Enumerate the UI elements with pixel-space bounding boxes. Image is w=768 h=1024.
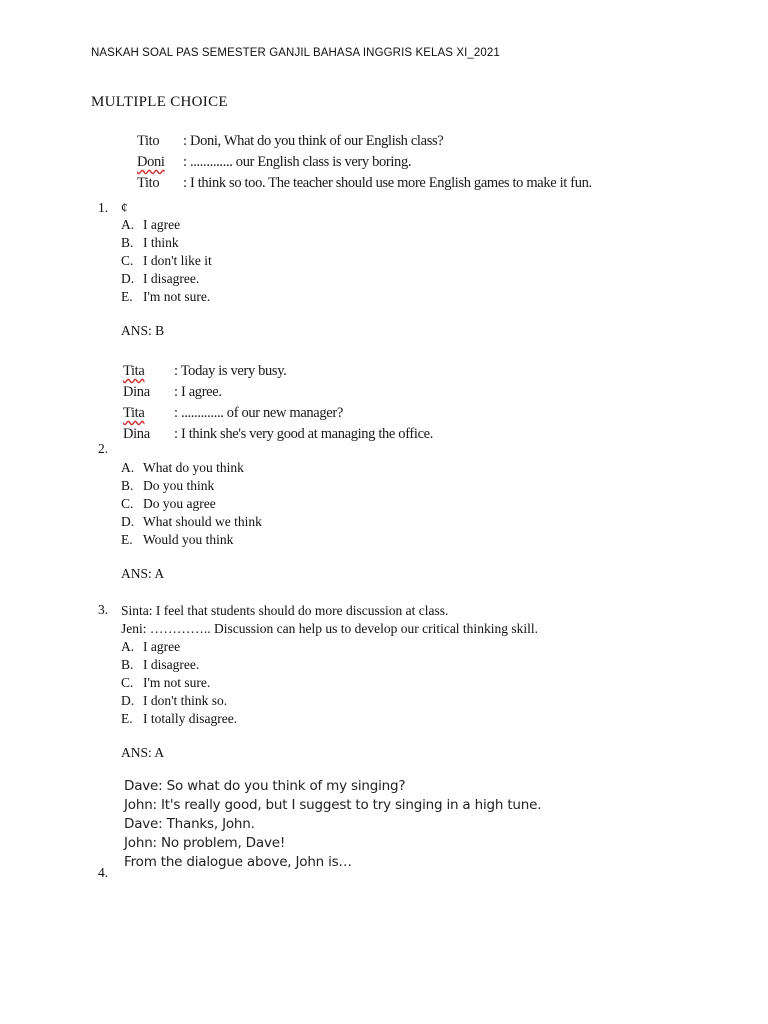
q3-answer: ANS: A [121, 745, 165, 760]
q2-dialogue-line [123, 382, 433, 403]
q1-number: 1. [98, 200, 109, 215]
option-text: I don't like it [143, 253, 212, 268]
dialogue-text: : Doni, What do you think of our English class? [183, 133, 444, 149]
option-letter: E. [121, 711, 133, 726]
option-text: I'm not sure. [143, 675, 211, 690]
option-text: What do you think [143, 460, 244, 475]
option-text: I'm not sure. [143, 289, 211, 304]
q2-dialogue-line [123, 403, 433, 424]
q4-dialogue-line: Dave: So what do you think of my singing? [124, 778, 406, 794]
option-letter: B. [121, 235, 134, 250]
q3-line-2: Jeni: ………….. Discussion can help us to develop our critical thinking skill. [121, 621, 538, 636]
q4-number: 4. [98, 865, 109, 880]
option-letter: A. [121, 639, 135, 654]
option-text: Do you think [143, 478, 215, 493]
q1-options [121, 216, 212, 306]
option-c [121, 495, 262, 513]
dialogue-text: : ............. our English class is very boring. [183, 154, 412, 170]
option-letter: D. [121, 514, 135, 529]
option-text: I disagree. [143, 271, 200, 286]
q4-dialogue-line: John: No problem, Dave! [124, 835, 286, 851]
q4-dialogue [124, 777, 541, 872]
option-c [121, 674, 237, 692]
option-letter: D. [121, 693, 135, 708]
option-letter: C. [121, 253, 134, 268]
option-text: I disagree. [143, 657, 200, 672]
q3-options [121, 638, 237, 728]
q2-dialogue-line [123, 361, 433, 382]
option-a [121, 459, 262, 477]
speaker: Dina [123, 426, 150, 442]
option-text: I totally disagree. [143, 711, 238, 726]
q2-options [121, 459, 262, 549]
q3-prompt [121, 602, 538, 638]
q3-number: 3. [98, 602, 109, 617]
q3-line-1: Sinta: I feel that students should do more discussion at class. [121, 603, 449, 618]
q1-dialogue-line [137, 173, 592, 194]
option-text: I don't think so. [143, 693, 228, 708]
q2-dialogue-line [123, 424, 433, 445]
option-text: What should we think [143, 514, 262, 529]
q2-answer: ANS: A [121, 566, 165, 581]
option-letter: C. [121, 675, 134, 690]
option-d [121, 513, 262, 531]
option-e [121, 710, 237, 728]
q1-dialogue [137, 131, 592, 194]
option-b [121, 656, 237, 674]
option-letter: A. [121, 460, 135, 475]
speaker: Tita [123, 363, 145, 379]
option-text: I think [143, 235, 179, 250]
q1-symbol: ¢ [121, 200, 128, 215]
q1-dialogue-line [137, 152, 592, 173]
option-letter: B. [121, 657, 134, 672]
option-letter: C. [121, 496, 134, 511]
section-title: MULTIPLE CHOICE [91, 94, 228, 110]
q1-answer: ANS: B [121, 323, 165, 338]
option-e [121, 288, 212, 306]
option-text: Do you agree [143, 496, 216, 511]
document-header: NASKAH SOAL PAS SEMESTER GANJIL BAHASA INGGRIS KELAS XI_2021 [91, 47, 500, 59]
option-letter: A. [121, 217, 135, 232]
dialogue-text: : I think she's very good at managing the office. [174, 426, 434, 442]
option-text: Would you think [143, 532, 234, 547]
dialogue-text: : I agree. [174, 384, 222, 400]
option-b [121, 477, 262, 495]
option-d [121, 692, 237, 710]
q4-dialogue-line: From the dialogue above, John is… [124, 854, 352, 870]
dialogue-text: : Today is very busy. [174, 363, 287, 379]
q1-dialogue-line [137, 131, 592, 152]
option-letter: E. [121, 532, 133, 547]
speaker: Tito [137, 175, 160, 191]
option-a [121, 638, 237, 656]
option-text: I agree [143, 639, 181, 654]
option-c [121, 252, 212, 270]
option-a [121, 216, 212, 234]
speaker: Doni [137, 154, 165, 170]
dialogue-text: : ............. of our new manager? [174, 405, 343, 421]
q4-dialogue-line: John: It's really good, but I suggest to try singing in a high tune. [124, 797, 542, 813]
speaker: Tita [123, 405, 145, 421]
q4-dialogue-line: Dave: Thanks, John. [124, 816, 255, 832]
option-b [121, 234, 212, 252]
q2-number: 2. [98, 441, 109, 456]
option-text: I agree [143, 217, 181, 232]
speaker: Dina [123, 384, 150, 400]
q2-dialogue [123, 361, 433, 445]
speaker: Tito [137, 133, 160, 149]
option-letter: B. [121, 478, 134, 493]
dialogue-text: : I think so too. The teacher should use more English games to make it fun. [183, 175, 592, 191]
option-e [121, 531, 262, 549]
option-d [121, 270, 212, 288]
option-letter: D. [121, 271, 135, 286]
option-letter: E. [121, 289, 133, 304]
